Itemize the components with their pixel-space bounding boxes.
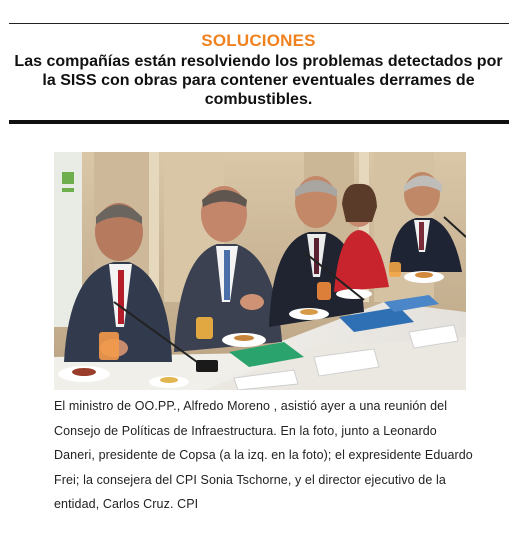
- headline-part-1: Las compañías están resolviendo los problemas detectados por la: [14, 53, 503, 89]
- headline-part-2: SISS: [60, 72, 97, 89]
- headline-part-3: con obras para contener eventuales derrames de combustibles.: [96, 72, 475, 108]
- article-headline: [14, 52, 503, 109]
- section-kicker: SOLUCIONES: [201, 31, 316, 50]
- top-divider: [9, 23, 509, 24]
- photo-caption: El ministro de OO.PP., Alfredo Moreno , asistió ayer a una reunión del Consejo de Políticas de Infraestructura. En la foto, junto a Leonardo Daneri, presidente de Copsa (a la izq. en la foto); el expresidente Eduardo Frei; la consejera del CPI Sonia Tschorne, y el director ejecutivo de la entidad, Carlos Cruz. CPI: [54, 399, 473, 511]
- meeting-photo-illustration: [54, 152, 466, 390]
- headline-divider: [9, 120, 509, 124]
- article-photo: [54, 152, 466, 390]
